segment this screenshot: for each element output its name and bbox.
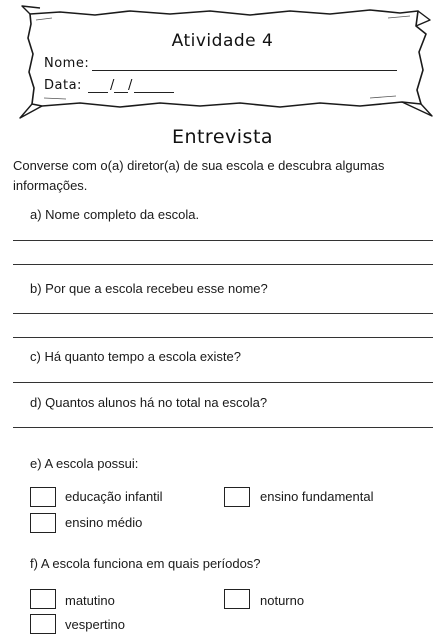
answer-line[interactable]: [13, 240, 433, 241]
date-month-line[interactable]: [114, 92, 128, 93]
answer-line[interactable]: [13, 427, 433, 428]
name-write-line[interactable]: [92, 70, 397, 71]
name-label: Nome:: [44, 56, 90, 71]
option-label: vespertino: [65, 617, 125, 632]
answer-line[interactable]: [13, 337, 433, 338]
option-label: educação infantil: [65, 489, 163, 504]
answer-line[interactable]: [13, 264, 433, 265]
question-a-label: a) Nome completo da escola.: [30, 207, 200, 222]
checkbox-ensino-fundamental[interactable]: [224, 487, 250, 507]
checkbox-ensino-medio[interactable]: [30, 513, 56, 533]
date-year-line[interactable]: [134, 92, 174, 93]
question-d-label: d) Quantos alunos há no total na escola?: [30, 395, 268, 410]
question-e-label: e) A escola possui:: [30, 456, 139, 471]
date-day-line[interactable]: [88, 92, 108, 93]
option-label: ensino fundamental: [260, 489, 374, 504]
question-b-label: b) Por que a escola recebeu esse nome?: [30, 281, 268, 296]
checkbox-noturno[interactable]: [224, 589, 250, 609]
question-c-label: c) Há quanto tempo a escola existe?: [30, 349, 242, 364]
answer-line[interactable]: [13, 313, 433, 314]
checkbox-vespertino[interactable]: [30, 614, 56, 634]
date-separator: /: [110, 78, 115, 93]
option-label: ensino médio: [65, 515, 143, 530]
checkbox-matutino[interactable]: [30, 589, 56, 609]
answer-line[interactable]: [13, 382, 433, 383]
date-separator: /: [128, 78, 133, 93]
sheet-title: Entrevista: [171, 126, 274, 148]
date-label: Data:: [44, 78, 82, 93]
activity-title: Atividade 4: [171, 31, 274, 51]
option-label: noturno: [260, 593, 305, 608]
option-label: matutino: [65, 593, 115, 608]
question-f-label: f) A escola funciona em quais períodos?: [30, 556, 261, 571]
checkbox-educacao-infantil[interactable]: [30, 487, 56, 507]
intro-text: Converse com o(a) diretor(a) de sua escola e descubra algumas informações.: [13, 158, 385, 193]
